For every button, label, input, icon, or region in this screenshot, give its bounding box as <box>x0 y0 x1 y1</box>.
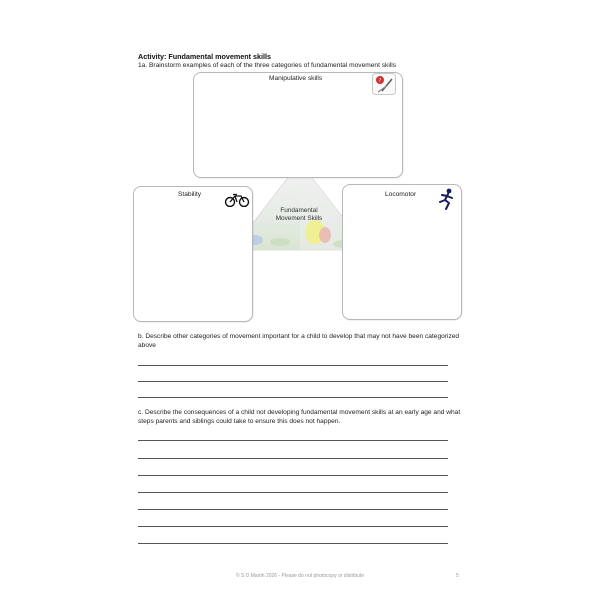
answer-line[interactable] <box>138 458 448 459</box>
activity-title: Activity: Fundamental movement skills <box>138 52 272 61</box>
pyramid-label-line1: Fundamental <box>280 207 318 214</box>
answer-line[interactable] <box>138 526 448 527</box>
footer-copyright: © S D Martin 2026 - Please do not photocopy or distribute <box>235 573 365 579</box>
locomotor-label: Locomotor <box>385 191 417 198</box>
bicycle-icon <box>224 193 250 207</box>
pyramid-label <box>254 207 344 223</box>
stability-label: Stability <box>178 191 202 198</box>
answer-line[interactable] <box>138 475 448 476</box>
pyramid-label-line2: Movement Skills <box>275 215 323 222</box>
svg-text:?: ? <box>378 78 382 84</box>
answer-line[interactable] <box>138 492 448 493</box>
juggling-pins-icon <box>372 73 396 95</box>
page-number: 5 <box>456 573 459 579</box>
question-c: c. Describe the consequences of a child not developing fundamental movement skills at an early age and what steps parents and siblings could take to ensure this does not happen. <box>138 409 461 425</box>
answer-line[interactable] <box>138 440 448 441</box>
answer-line[interactable] <box>138 365 448 366</box>
runner-icon <box>436 188 456 210</box>
answer-line[interactable] <box>138 397 448 398</box>
answer-line[interactable] <box>138 543 448 544</box>
activity-instruction: 1a. Brainstorm examples of each of the three categories of fundamental movement skills <box>138 62 397 69</box>
manipulative-skills-label: Manipulative skills <box>269 75 323 82</box>
answer-line[interactable] <box>138 509 448 510</box>
answer-line[interactable] <box>138 381 448 382</box>
question-b: b. Describe other categories of movement important for a child to develop that may not have been categorized above <box>138 333 460 349</box>
